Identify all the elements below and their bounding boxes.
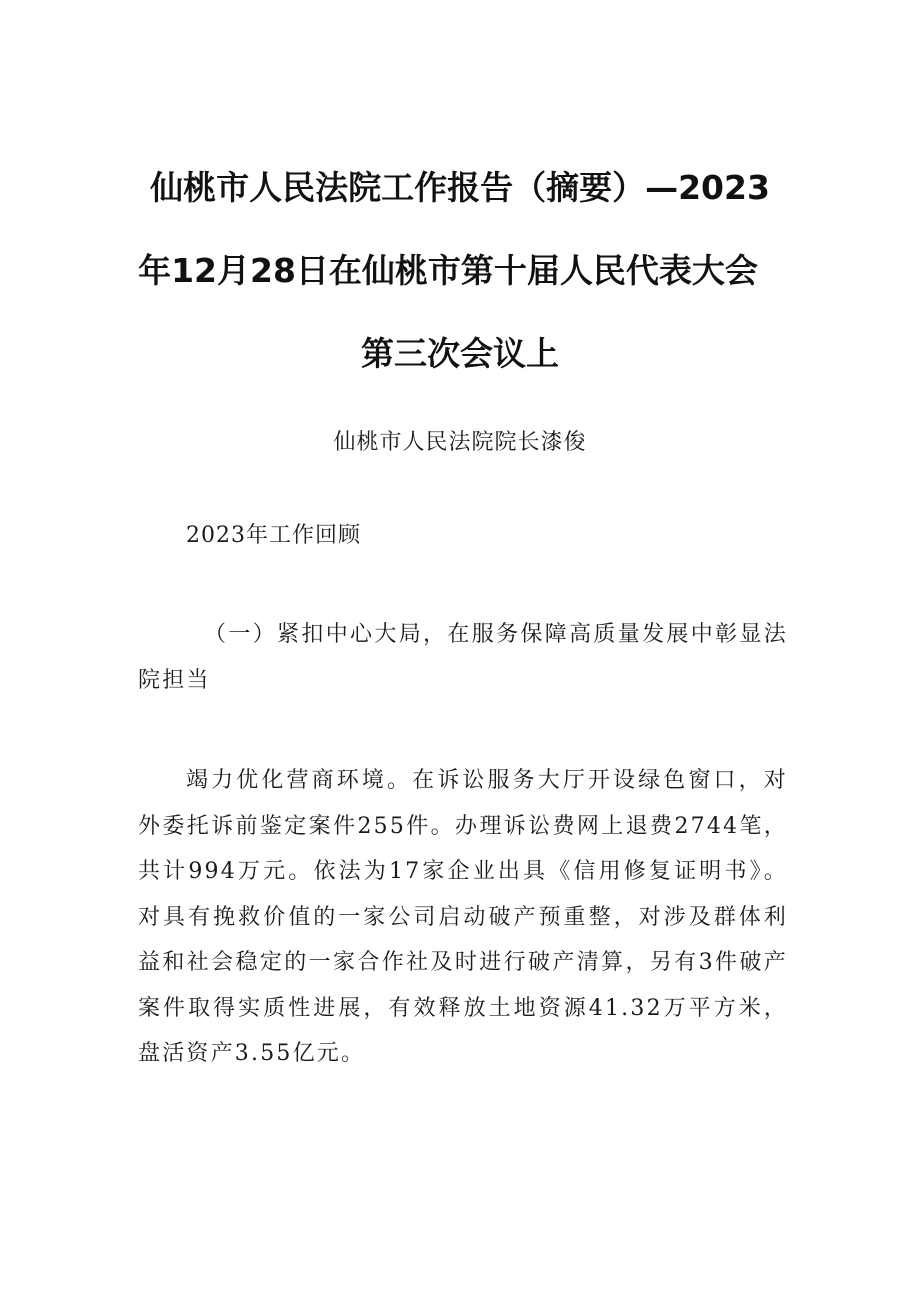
author-line: 仙桃市人民法院院长漆俊 (333, 430, 587, 455)
section-heading: 2023年工作回顾 (186, 523, 361, 548)
body-paragraph: 竭力优化营商环境。在诉讼服务大厅开设绿色窗口，对外委托诉前鉴定案件255件。办理诉讼费网上退费2744笔，共计994万元。依法为17家企业出具《信用修复证明书》。对具有挽救价值的一家公司启动破产预重整，对涉及群体利益和社会稳定的一家合作社及时进行破产清算，另有3件破产案件取得实质性进展，有效释放土地资源41.32万平方米，盘活资产3.55亿元。 (138, 768, 788, 1066)
sub-heading: （一）紧扣中心大局，在服务保障高质量发展中彰显法院担当 (138, 622, 788, 693)
report-title-line-1: 仙桃市人民法院工作报告（摘要）—2023 (150, 168, 770, 207)
report-title-line-3: 第三次会议上 (361, 334, 559, 373)
report-title-line-2: 年12月28日在仙桃市第十届人民代表大会 (138, 251, 758, 290)
